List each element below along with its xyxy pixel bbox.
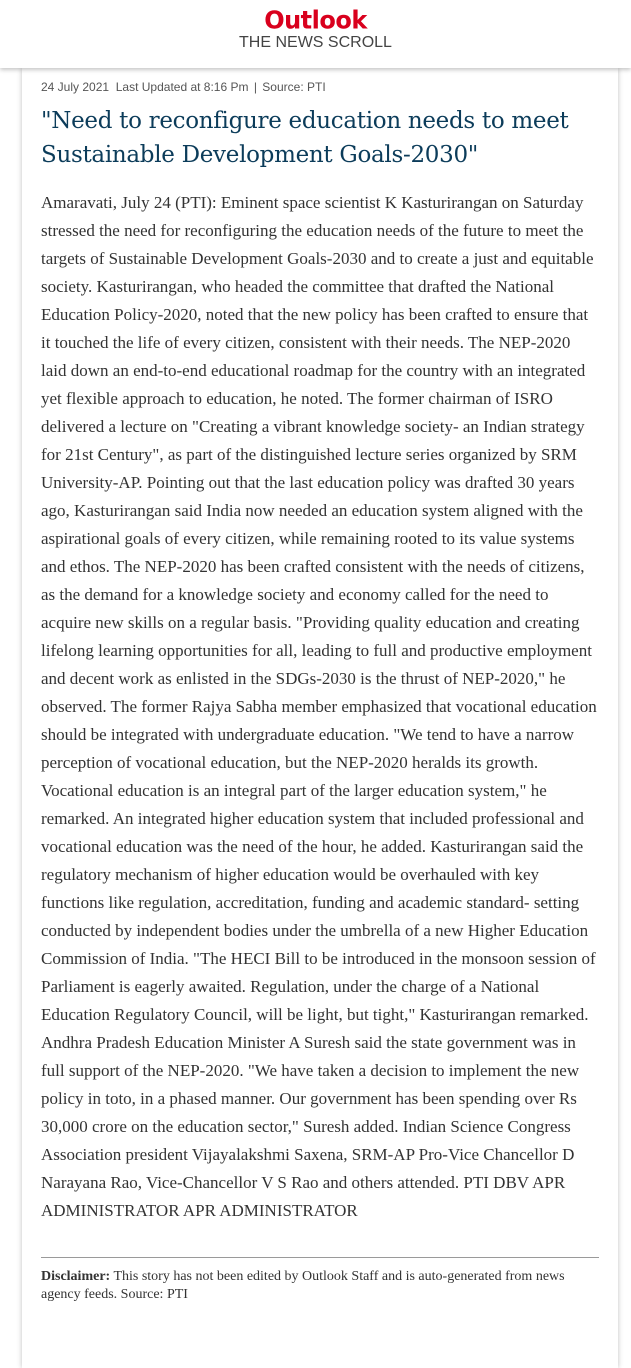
last-updated: Last Updated at 8:16 Pm (115, 80, 249, 94)
outlook-logo[interactable]: Outlook (264, 5, 367, 35)
article-source: Source: PTI (262, 80, 326, 94)
article-meta (41, 78, 599, 96)
site-header (0, 0, 631, 68)
disclaimer-label: Disclaimer: (41, 1269, 111, 1284)
article-card (22, 68, 618, 1368)
article-headline: "Need to reconfigure education needs to meet Sustainable Development Goals-2030" (41, 108, 569, 168)
article-content (22, 68, 618, 1304)
meta-separator: | (253, 80, 257, 94)
article-body: Amaravati, July 24 (PTI): Eminent space scientist K Kasturirangan on Saturday stressed the need for reconfiguring the education needs of the future to meet the targets of Sustainable Development Goals-2030 and to create a just and equitable society. Kasturirangan, who headed the committee that drafted the National Education Policy-2020, noted that the new policy has been crafted to ensure that it touched the life of every citizen, consistent with their needs. The NEP-2020 laid down an end-to-end educational roadmap for the country with an integrated yet flexible approach to education, he noted. The former chairman of ISRO delivered a lecture on "Creating a vibrant knowledge society- an Indian strategy for 21st Century", as part of the distinguished lecture series organized by SRM University-AP. Pointing out that the last education policy was drafted 30 years ago, Kasturirangan said India now needed an education system aligned with the aspirational goals of every citizen, while remaining rooted to its value systems and ethos. The NEP-2020 has been crafted consistent with the needs of citizens, as the demand for a knowledge society and economy called for the need to acquire new skills on a regular basis. "Providing quality education and creating lifelong learning opportunities for all, leading to full and productive employment and decent work as enlisted in the SDGs-2030 is the thrust of NEP-2020," he observed. The former Rajya Sabha member emphasized that vocational education should be integrated with undergraduate education. "We tend to have a narrow perception of vocational education, but the NEP-2020 heralds its growth. Vocational education is an integral part of the larger education system," he remarked. An integrated higher education system that included professional and vocational education was the need of the hour, he added. Kasturirangan said the regulatory mechanism of higher education would be overhauled with key functions like regulation, accreditation, funding and academic standard- setting conducted by independent bodies under the umbrella of a new Higher Education Commission of India. "The HECI Bill to be introduced in the monsoon session of Parliament is eagerly awaited. Regulation, under the charge of a National Education Regulatory Council, will be light, but tight," Kasturirangan remarked. Andhra Pradesh Education Minister A Suresh said the state government was in full support of the NEP-2020. "We have taken a decision to implement the new policy in toto, in a phased manner. Our government has been spending over Rs 30,000 crore on the education sector," Suresh added. Indian Science Congress Association president Vijayalakshmi Saxena, SRM-AP Pro-Vice Chancellor D Narayana Rao, Vice-Chancellor V S Rao and others attended. PTI DBV APR ADMINISTRATOR APR ADMINISTRATOR (41, 193, 597, 1220)
disclaimer (41, 1268, 599, 1304)
publish-date: 24 July 2021 (41, 80, 110, 94)
disclaimer-divider (41, 1257, 599, 1258)
disclaimer-text: This story has not been edited by Outlook Staff and is auto-generated from news agency feeds. Source: PTI (41, 1269, 565, 1302)
site-tagline: THE NEWS SCROLL (239, 34, 392, 51)
